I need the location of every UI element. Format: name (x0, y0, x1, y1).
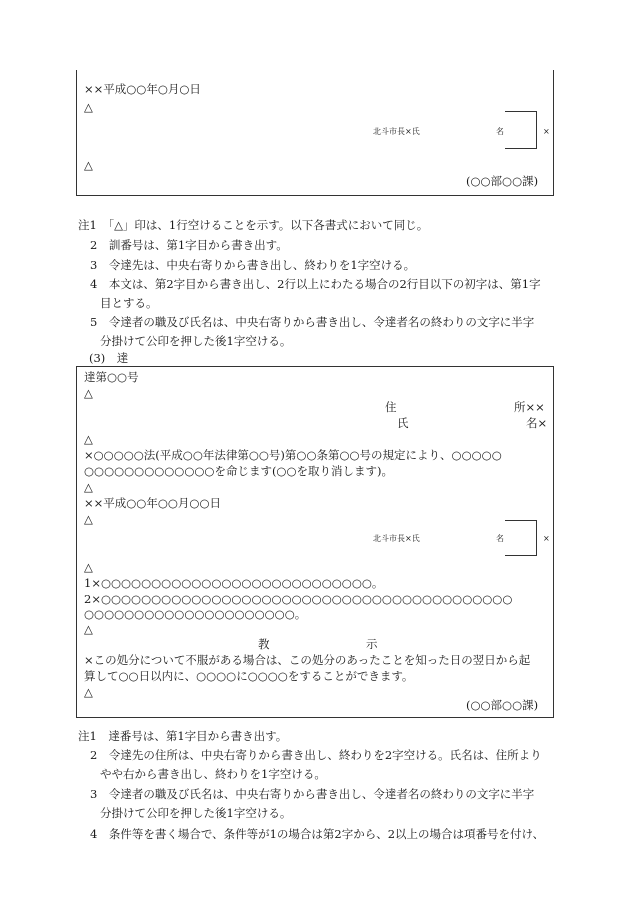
note1-line-4: 4 本文は、第2字目から書き出し、2行以上にわたる場合の2行目以下の初字は、第1字 (90, 277, 541, 291)
blank-line-marker-1: △ (84, 386, 93, 400)
blank-line-marker-6: △ (84, 622, 93, 636)
top-signer-name: 北斗市長×氏 (373, 127, 420, 136)
top-department: (○○部○○課) (466, 174, 539, 188)
note1-line-3: 3 令達先は、中央右寄りから書き出し、終わりを1字空ける。 (90, 258, 416, 272)
condition-2b: ○○○○○○○○○○○○○○○○○○○○○。 (84, 607, 307, 621)
note1-line-5b: 分掛けて公印を押した後1字空ける。 (100, 334, 292, 348)
condition-1: 1×○○○○○○○○○○○○○○○○○○○○○○○○○○○。 (84, 576, 384, 590)
top-seal-space: × (543, 127, 550, 136)
note1-line-2: 2 訓番号は、第1字目から書き出す。 (90, 238, 288, 252)
note2-line-1: 注1 達番号は、第1字目から書き出す。 (78, 729, 288, 743)
seal-mark (505, 520, 537, 556)
document-number: 達第○○号 (84, 370, 139, 384)
body-line-1: ×○○○○○法(平成○○年法律第○○号)第○○条第○○号の規定により、○○○○○ (84, 448, 502, 462)
blank-line-marker-7: △ (84, 685, 93, 699)
top-name-mark: 名 (496, 127, 504, 136)
signer-name: 北斗市長×氏 (373, 534, 420, 543)
blank-line-marker-5: △ (84, 560, 93, 574)
section-title: (3) 達 (89, 351, 129, 365)
condition-2a: 2×○○○○○○○○○○○○○○○○○○○○○○○○○○○○○○○○○○○○○○○○○ (84, 592, 513, 606)
blank-line-marker-4: △ (84, 512, 93, 526)
top-seal-mark (505, 111, 537, 149)
top-blank-line-marker-2: △ (84, 158, 93, 172)
instruction-line-1: ×この処分について不服がある場合は、この処分のあったことを知った日の翌日から起 (84, 653, 531, 667)
note2-line-3: 3 令達者の職及び氏名は、中央右寄りから書き出し、令達者名の終わりの文字に半字 (90, 787, 535, 801)
note2-line-2: 2 令達先の住所は、中央右寄りから書き出し、終わりを2字空ける。氏名は、住所より (90, 748, 542, 762)
blank-line-marker-3: △ (84, 480, 93, 494)
instruction-line-2: 算して○○日以内に、○○○○に○○○○をすることができます。 (84, 669, 414, 683)
name-label-1: 氏 (397, 416, 409, 430)
instruction-heading-1: 教 (258, 637, 270, 651)
address-label-1: 住 (385, 400, 397, 414)
note2-line-4: 4 条件等を書く場合で、条件等が1の場合は第2字から、2以上の場合は項番号を付け、 (90, 827, 545, 841)
name-mark: 名 (496, 534, 504, 543)
note1-line-4b: 目とする。 (100, 296, 158, 310)
note1-line-1: 注1 「△」印は、1行空けることを示す。以下各書式において同じ。 (78, 218, 429, 232)
date-line: ××平成○○年○○月○○日 (84, 496, 221, 510)
body-line-2: ○○○○○○○○○○○○○を命じます(○○を取り消します)。 (84, 464, 393, 478)
top-blank-line-marker: △ (84, 100, 93, 114)
blank-line-marker-2: △ (84, 432, 93, 446)
note1-line-5: 5 令達者の職及び氏名は、中央右寄りから書き出し、令達者名の終わりの文字に半字 (90, 315, 535, 329)
seal-space: × (543, 534, 550, 543)
note2-line-3b: 分掛けて公印を押した後1字空ける。 (100, 806, 292, 820)
instruction-heading-2: 示 (366, 637, 378, 651)
name-label-2: 名× (526, 416, 548, 430)
department: (○○部○○課) (466, 698, 539, 712)
top-date-line: ××平成○○年○月○日 (84, 82, 201, 96)
address-label-2: 所×× (514, 400, 545, 414)
note2-line-2b: やや右から書き出し、終わりを1字空ける。 (100, 767, 326, 781)
